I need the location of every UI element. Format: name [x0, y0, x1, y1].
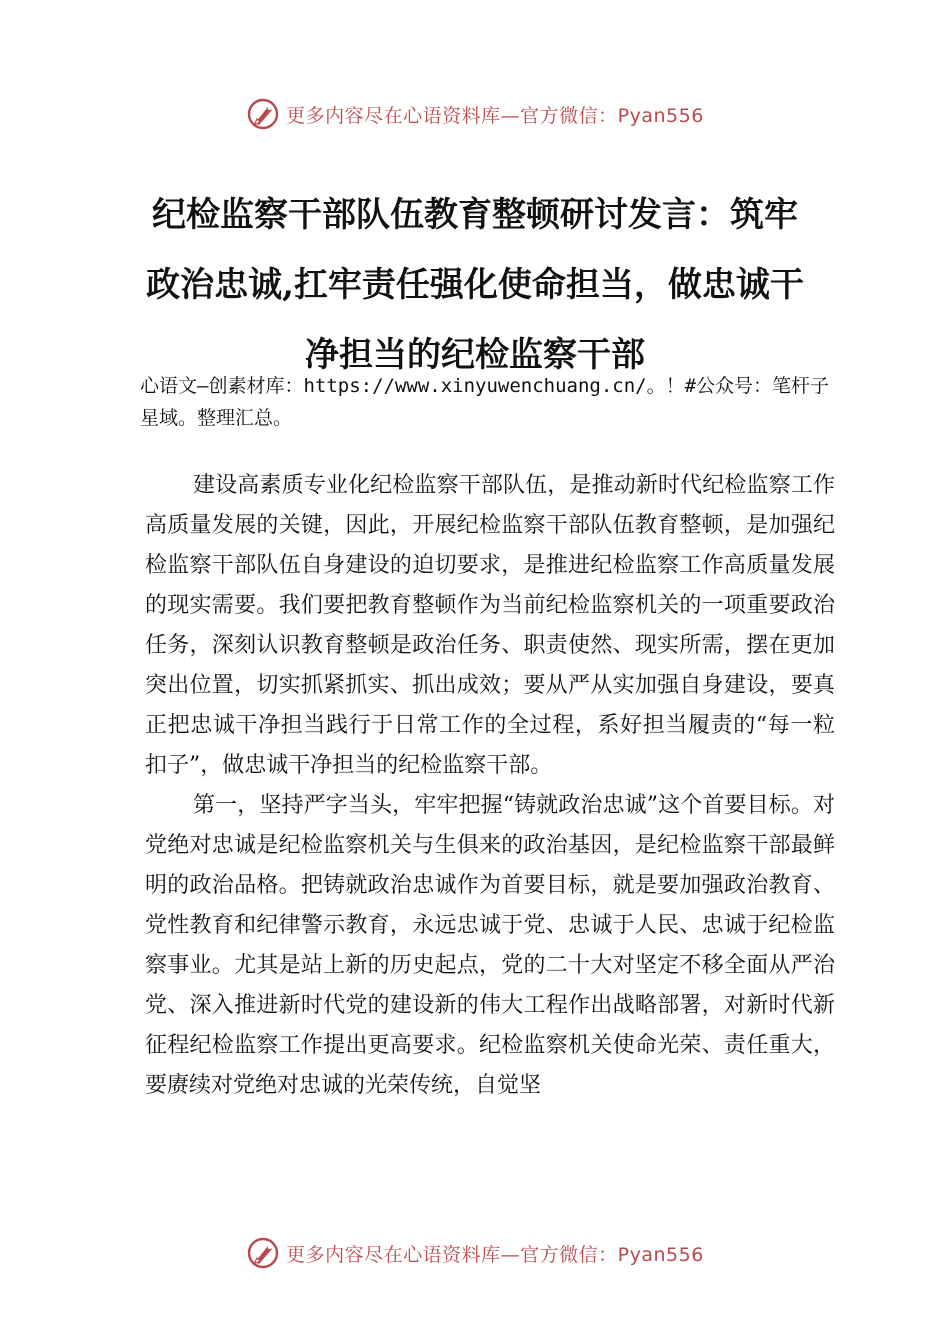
pen-nib-logo-icon — [246, 1236, 280, 1270]
wechat-id: Pyan556 — [617, 1243, 704, 1266]
paragraph: 第一，坚持严字当头，牢牢把握“铸就政治忠诚”这个首要目标。对党绝对忠诚是纪检监察机关与生俱来的政治基因，是纪检监察干部最鲜明的政治品格。把铸就政治忠诚作为首要目标，就是要加强政治教育、党性教育和纪律警示教育，永远忠诚于党、忠诚于人民、忠诚于纪检监察事业。尤其是站上新的历史起点，党的二十大对坚定不移全面从严治党、深入推进新时代党的建设新的伟大工程作出战略部署，对新时代新征程纪检监察工作提出更高要求。纪检监察机关使命光荣、责任重大，要赓续对党绝对忠诚的光荣传统，自觉坚 — [145, 793, 835, 1098]
wechat-id: Pyan556 — [617, 104, 704, 127]
paragraph: 建设高素质专业化纪检监察干部队伍，是推动新时代纪检监察工作高质量发展的关键，因此，开展纪检监察干部队伍教育整顿，是加强纪检监察干部队伍自身建设的迫切要求，是推进纪检监察工作高质量发展的现实需要。我们要把教育整顿作为当前纪检监察机关的一项重要政治任务，深刻认识教育整顿是政治任务、职责使然、现实所需，摆在更加突出位置，切实抓紧抓实、抓出成效；要从严从实加强自身建设，要真正把忠诚干净担当践行于日常工作的全过程，系好担当履责的“每一粒扣子”，做忠诚干净担当的纪检监察干部。 — [145, 473, 835, 778]
header-banner — [0, 94, 950, 134]
pen-nib-logo-icon — [246, 97, 280, 131]
document-body — [145, 466, 835, 1106]
footer-banner — [0, 1233, 950, 1273]
document-title: 纪检监察干部队伍教育整顿研讨发言：筑牢政治忠诚,扛牢责任强化使命担当，做忠诚干净担当的纪检监察干部 — [146, 195, 804, 375]
banner-text: 更多内容尽在心语资料库—官方微信：Pyan556 — [286, 104, 704, 127]
source-line: 心语文—创素材库：https://www.xinyuwenchuang.cn/。！#公众号：笔杆子星域。整理汇总。 — [140, 375, 830, 429]
banner-text: 更多内容尽在心语资料库—官方微信：Pyan556 — [286, 1243, 704, 1266]
